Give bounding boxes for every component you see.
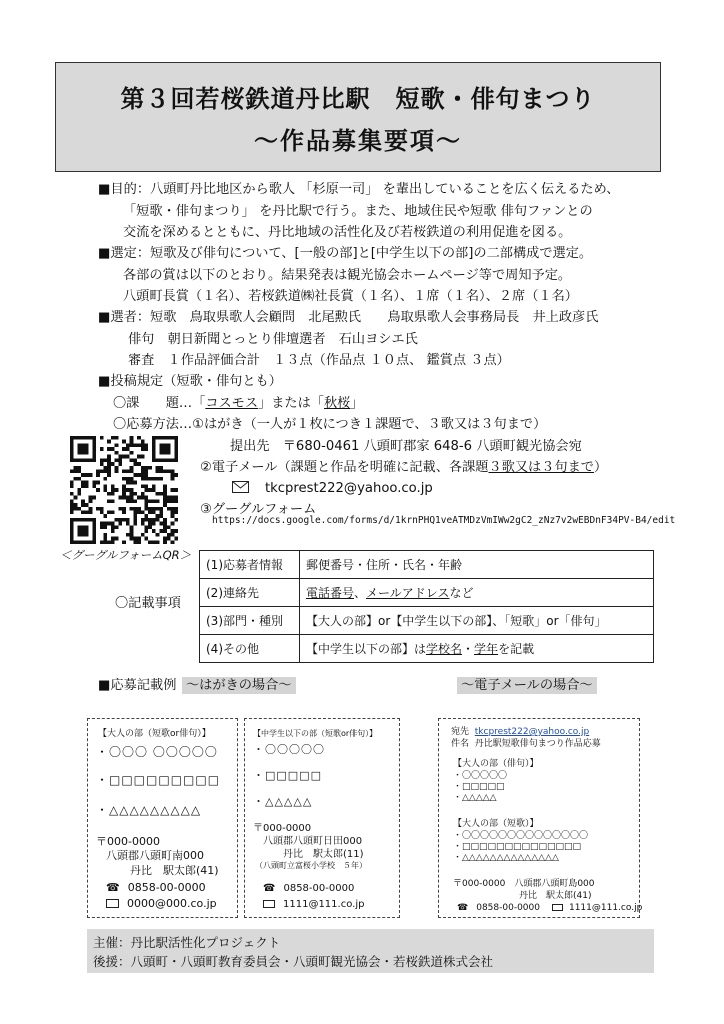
- qr-caption: ＜グーグルフォームQR＞: [60, 548, 192, 562]
- table-cell-key: (3)部門・種別: [200, 607, 300, 635]
- email-to-link[interactable]: tkcprest222@yahoo.co.jp: [474, 727, 590, 737]
- footer-box: [87, 929, 654, 973]
- rules-theme: 〇課 題…「コスモス」または「秋桜」: [113, 396, 364, 411]
- envelope-icon: [552, 904, 563, 911]
- purpose-line-1: ■目的：八頭町丹比地区から歌人 「杉原一司」 を輩出していることを広く伝えるため、: [98, 182, 620, 197]
- envelope-icon: [106, 899, 119, 908]
- table-row: [200, 607, 654, 635]
- examples-heading: ■応募記載例: [98, 678, 177, 693]
- selection-line-2: 各部の賞は以下のとおり。結果発表は観光協会ホームページ等で周知予定。: [123, 268, 572, 283]
- page-title: 第３回若桜鉄道丹比駅 短歌・俳句まつり: [120, 85, 596, 113]
- rules-method: 〇応募方法…①はがき（一人が１枚につき１課題で、３歌又は３句まで）: [113, 417, 547, 432]
- postcard-example-junior: 【中学生以下の部（短歌or俳句）】 ・〇〇〇〇〇 ・□□□□□ ・△△△△△ 〒000-0000 八頭郡八頭町日田000 丹比 駅太郎(11) （八頭町立富桜小学校 ５年） ☎ 0858-00-0000 1111@111.co.jp: [244, 718, 400, 918]
- phone-icon: ☎: [263, 883, 276, 894]
- theme-cosmos: コスモス: [205, 396, 259, 411]
- email-tag: 〜電子メールの場合〜: [457, 678, 597, 694]
- table-row: [200, 551, 654, 579]
- rules-address: 提出先 〒680-0461 八頭町郡家 648-6 八頭町観光協会宛: [230, 439, 582, 454]
- rules-email: ②電子メール（課題と作品を明確に記載、各課題３歌又は３句まで）: [200, 460, 608, 475]
- table-cell-value: 【大人の部】or【中学生以下の部】、「短歌」or「俳句」: [300, 607, 654, 635]
- table-cell-key: (1)応募者情報: [200, 551, 300, 579]
- title-box: [55, 62, 661, 172]
- supporters: 後援：八頭町・八頭町教育委員会・八頭町観光協会・若桜鉄道株式会社: [93, 954, 494, 969]
- table-cell-value: 【中学生以下の部】は学校名・学年を記載: [300, 635, 654, 663]
- rules-heading: ■投稿規定（短歌・俳句とも）: [98, 374, 282, 389]
- judges-line-2: 俳句 朝日新聞とっとり俳壇選者 石山ヨシエ氏: [128, 332, 418, 347]
- postcard-tag: 〜はがきの場合〜: [182, 678, 296, 694]
- selection-line-1: ■選定：短歌及び俳句について、[一般の部]と[中学生以下の部]の二部構成で選定。: [98, 246, 593, 261]
- table-row: [200, 579, 654, 607]
- table-cell-value: 電話番号、メールアドレスなど: [300, 579, 654, 607]
- table-cell-value: 郵便番号・住所・氏名・年齢: [300, 551, 654, 579]
- judges-line-3: 審査 １作品評価合計 １３点（作品点 １０点、 鑑賞点 ３点）: [128, 353, 510, 368]
- page-subtitle: 〜作品募集要項〜: [254, 127, 462, 155]
- organizer: 主催：丹比駅活性化プロジェクト: [93, 935, 281, 950]
- envelope-icon: [232, 481, 249, 493]
- rules-email-address[interactable]: tkcprest222@yahoo.co.jp: [232, 481, 433, 497]
- envelope-icon: [263, 900, 275, 908]
- email-example: 宛先 tkcprest222@yahoo.co.jp 件名 丹比駅短歌俳句まつり作品応募 【大人の部（俳句）】 ・〇〇〇〇〇 ・□□□□□ ・△△△△△ 【大人の部（短歌）】 ・〇〇〇〇〇〇〇〇〇〇〇〇〇〇 ・□□□□□□□□□□□□□□ ・△△△△△△△△△△△△△△ 〒000-0000 八頭郡八頭町島000 丹比 駅太郎(41) ☎ 0858-00-0000 1111@111.co.jp: [438, 718, 640, 918]
- selection-line-3: 八頭町長賞（１名）、若桜鉄道㈱社長賞（１名）、１席（１名）、２席（１名）: [123, 289, 578, 304]
- theme-akizakura: 秋桜: [324, 396, 351, 411]
- entry-items-table: [199, 550, 654, 663]
- table-row: [200, 635, 654, 663]
- purpose-line-2: 「短歌・俳句まつり」 を丹比駅で行う。また、地域住民や短歌 俳句ファンとの: [123, 204, 593, 219]
- qr-code[interactable]: [70, 436, 178, 544]
- judges-line-1: ■選者：短歌 鳥取県歌人会顧問 北尾勲氏 鳥取県歌人会事務局長 井上政彦氏: [98, 310, 599, 325]
- phone-icon: ☎: [457, 903, 469, 913]
- phone-icon: ☎: [106, 881, 120, 894]
- form-url-link[interactable]: https://docs.google.com/forms/d/1krnPHQ1veATMDzVmIWw2gC2_zNz7v2wEBDnF34PV-B4/edit: [212, 515, 676, 526]
- postcard-example-adult: 【大人の部（短歌or俳句）】 ・〇〇〇 〇〇〇〇〇 ・□□□□□□□□□ ・△△△△△△△△△ 〒000-0000 八頭郡八頭町南000 丹比 駅太郎(41) ☎ 0858-00-0000 0000@000.co.jp: [87, 718, 238, 918]
- table-cell-key: (4)その他: [200, 635, 300, 663]
- purpose-line-3: 交流を深めるとともに、丹比地域の活性化及び若桜鉄道の利用促進を図る。: [123, 225, 572, 240]
- table-cell-key: (2)連絡先: [200, 579, 300, 607]
- rules-google-form: ③グーグルフォーム: [200, 502, 317, 517]
- entry-items-label: 〇記載事項: [115, 596, 181, 611]
